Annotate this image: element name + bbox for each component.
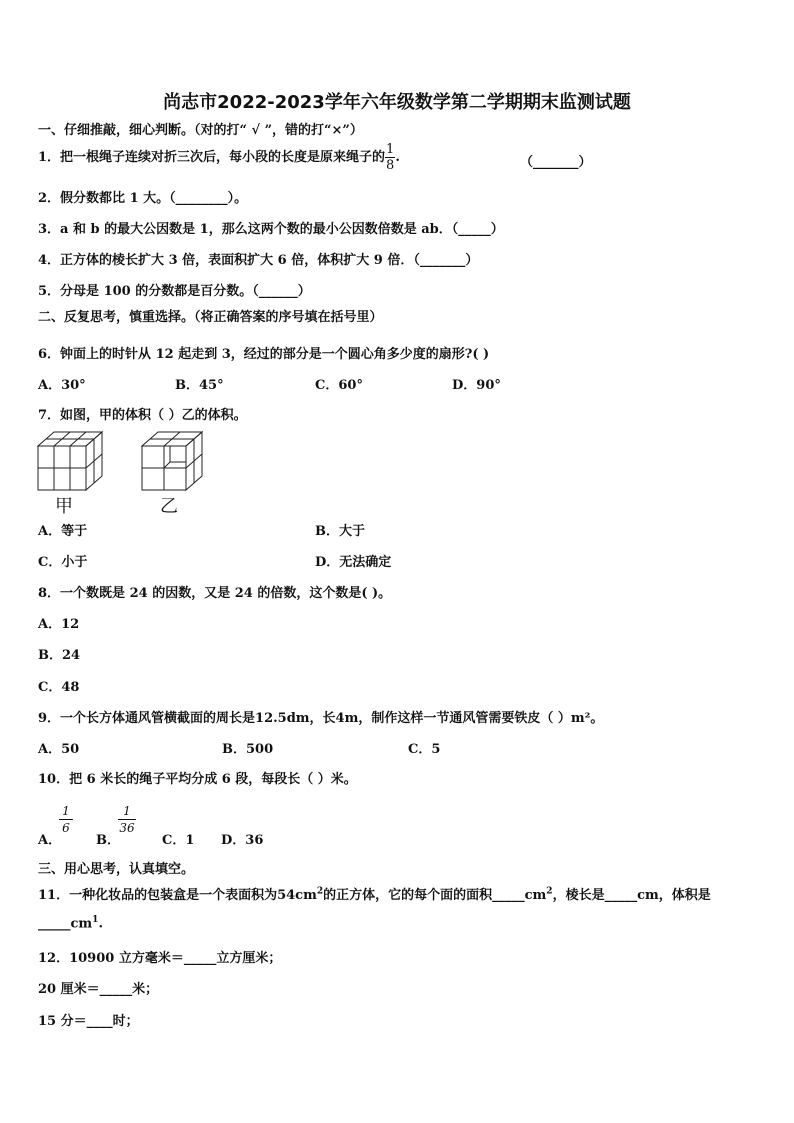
question-11-line-1: 11．一种化妆品的包装盒是一个表面积为$54cm^2$的正方体，它的每个面的面积$\_\_\_\_\_cm^2$，棱长是_____cm，体积是 <box>38 886 711 903</box>
question-10-option-c: C．1 <box>162 833 195 848</box>
question-6: 6．钟面上的时针从 12 起走到 3，经过的部分是一个圆心角多少度的扇形?( ) <box>38 347 490 362</box>
question-8-option-b: B．24 <box>38 648 81 663</box>
question-7: 7．如图，甲的体积（ ）乙的体积。 <box>38 408 247 423</box>
question-1-answer-blank: （_______） <box>520 155 592 170</box>
figure-label-yi: 乙 <box>160 496 178 517</box>
question-1 <box>38 143 400 172</box>
question-10-option-a-fraction: 1 6 <box>59 805 73 834</box>
question-6-option-b: B．45° <box>175 378 224 393</box>
question-10-option-b: B． <box>96 833 120 848</box>
question-7-option-a: A．等于 <box>38 524 88 539</box>
section-2-heading: 二、反复思考，慎重选择。（将正确答案的序号填在括号里） <box>38 310 383 325</box>
question-8: 8．一个数既是 24 的因数，又是 24 的倍数，这个数是( )。 <box>38 586 392 601</box>
question-9: 9．一个长方体通风管横截面的周长是12.5dm，长4m，制作这样一节通风管需要铁皮（ ）m²。 <box>38 711 604 726</box>
question-12-line-2: 20 厘米＝_____米； <box>38 982 159 997</box>
page-title: 尚志市2022-2023学年六年级数学第二学期期末监测试题 <box>163 92 631 113</box>
question-9-option-c: C．5 <box>408 742 441 757</box>
section-1-heading: 一、仔细推敲，细心判断。（对的打“ √ ”，错的打“×”） <box>38 123 363 138</box>
question-10: 10．把 6 米长的绳子平均分成 6 段，每段长（ ）米。 <box>38 772 357 787</box>
question-8-option-c: C．48 <box>38 680 80 695</box>
question-9-option-a: A．50 <box>38 742 80 757</box>
question-10-option-d: D．36 <box>221 833 264 848</box>
question-10-option-a: A． <box>38 833 62 848</box>
figure-label-jia: 甲 <box>55 496 73 517</box>
question-12-line-1: 12．10900 立方毫米＝_____立方厘米； <box>38 951 282 966</box>
fraction-one-eighth: $\frac{1}{8}$ <box>386 142 395 173</box>
question-12-line-3: 15 分＝____时； <box>38 1014 139 1029</box>
question-1-period: . <box>395 150 400 165</box>
question-7-option-d: D．无法确定 <box>315 555 392 570</box>
question-4: 4．正方体的棱长扩大 3 倍，表面积扩大 6 倍，体积扩大 9 倍．（_______） <box>38 253 479 268</box>
question-3: 3．a 和 b 的最大公因数是 1，那么这两个数的最小公因数倍数是 ab．（_____） <box>38 222 504 237</box>
question-6-option-a: A．30° <box>38 378 86 393</box>
question-11-line-2: $\_\_\_\_\_cm^1$. <box>38 915 103 932</box>
section-3-heading: 三、用心思考，认真填空。 <box>38 862 195 877</box>
question-2: 2．假分数都比 1 大。（________）。 <box>38 191 248 206</box>
question-6-option-c: C．60° <box>315 378 363 393</box>
question-7-option-b: B．大于 <box>315 524 365 539</box>
question-5: 5．分母是 100 的分数都是百分数。（______） <box>38 284 311 299</box>
question-7-option-c: C．小于 <box>38 555 88 570</box>
question-1-text: 1．把一根绳子连续对折三次后，每小段的长度是原来绳子的 <box>38 150 386 165</box>
question-9-option-b: B．500 <box>222 742 274 757</box>
figure-cube-jia <box>36 428 106 494</box>
figure-cube-yi <box>140 428 206 494</box>
question-6-option-d: D．90° <box>452 378 501 393</box>
question-10-option-b-fraction: 1 36 <box>119 804 135 835</box>
question-8-option-a: A．12 <box>38 617 80 632</box>
